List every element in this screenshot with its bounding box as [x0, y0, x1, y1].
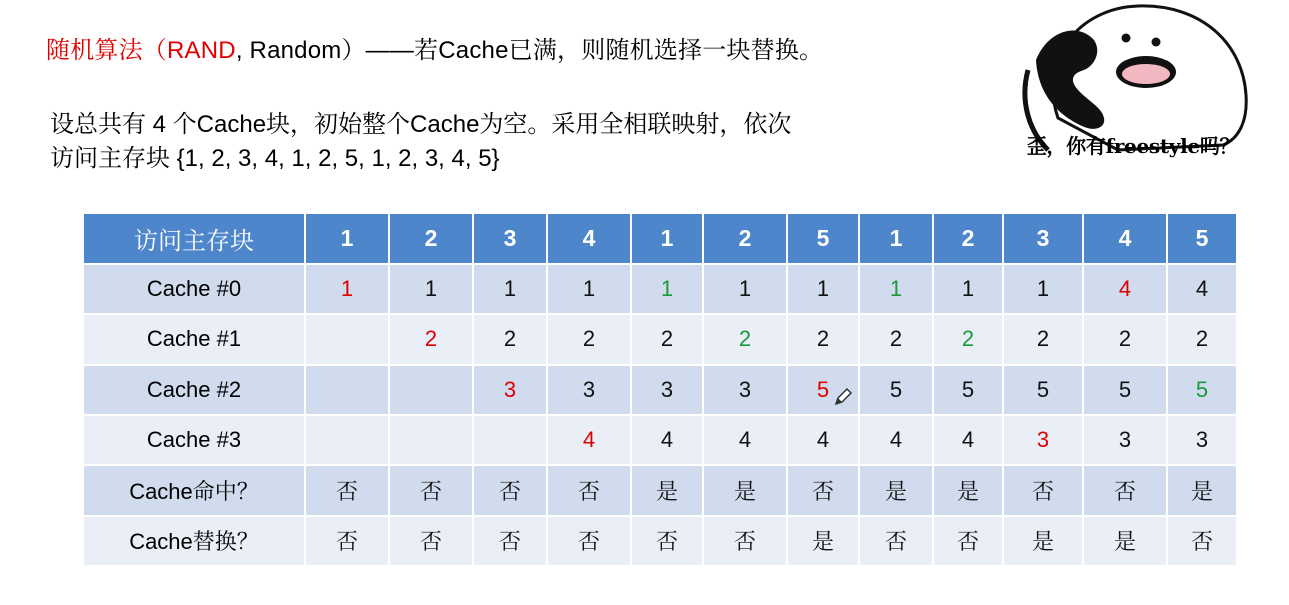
- table-cell: 3: [1167, 415, 1237, 465]
- table-cell: 5: [933, 365, 1003, 415]
- table-cell: 是: [631, 465, 703, 515]
- table-cell: 3: [703, 365, 787, 415]
- table-cell: 2: [631, 314, 703, 364]
- cache-replacement-table: [82, 212, 1238, 567]
- table-cell: 2: [703, 314, 787, 364]
- table-cell: 1: [787, 264, 859, 314]
- table-row: [83, 415, 1237, 465]
- table-cell: 2: [787, 314, 859, 364]
- table-cell: 否: [305, 516, 389, 566]
- table-cell: 4: [631, 415, 703, 465]
- table-cell: 5: [859, 365, 933, 415]
- access-block-header: 2: [389, 213, 473, 264]
- table-cell: 4: [933, 415, 1003, 465]
- table-cell: 3: [631, 365, 703, 415]
- table-cell: 否: [305, 465, 389, 515]
- table-cell: [305, 365, 389, 415]
- table-cell: 是: [859, 465, 933, 515]
- table-cell: 1: [631, 264, 703, 314]
- access-block-header: 5: [787, 213, 859, 264]
- access-block-header: 3: [1003, 213, 1083, 264]
- table-cell: [389, 415, 473, 465]
- table-cell: 否: [1083, 465, 1167, 515]
- table-cell: 4: [547, 415, 631, 465]
- table-cell: 是: [1167, 465, 1237, 515]
- row-label: Cache #3: [83, 415, 305, 465]
- table-cell: 否: [703, 516, 787, 566]
- table-row: [83, 465, 1237, 515]
- row-label: Cache #2: [83, 365, 305, 415]
- table-cell: 2: [1003, 314, 1083, 364]
- header-corner: 访问主存块: [83, 213, 305, 264]
- access-block-header: 1: [859, 213, 933, 264]
- table-cell: 2: [1083, 314, 1167, 364]
- table-cell: 2: [389, 314, 473, 364]
- table-cell: 否: [787, 465, 859, 515]
- access-block-header: 2: [703, 213, 787, 264]
- description-line-1: 设总共有 4 个Cache块，初始整个Cache为空。采用全相联映射，依次: [50, 111, 792, 138]
- table-cell: 4: [1083, 264, 1167, 314]
- table-cell: 4: [787, 415, 859, 465]
- access-block-header: 1: [305, 213, 389, 264]
- table-cell: 1: [473, 264, 547, 314]
- table-cell: 3: [473, 365, 547, 415]
- table-cell: 否: [389, 516, 473, 566]
- table-cell: 3: [547, 365, 631, 415]
- table-cell: 4: [1167, 264, 1237, 314]
- problem-description: [50, 108, 791, 176]
- table-cell: 5: [1003, 365, 1083, 415]
- table-cell: 1: [933, 264, 1003, 314]
- table-cell: 否: [547, 465, 631, 515]
- table-cell: 1: [1003, 264, 1083, 314]
- table-cell: 否: [547, 516, 631, 566]
- table-cell: 5: [1167, 365, 1237, 415]
- table-cell: 1: [389, 264, 473, 314]
- table-cell: 是: [703, 465, 787, 515]
- table-cell: 5: [787, 365, 859, 415]
- table-header-row: [83, 213, 1237, 264]
- title-rest: , Random）——若Cache已满，则随机选择一块替换。: [235, 37, 824, 64]
- table-cell: 2: [1167, 314, 1237, 364]
- table-row: [83, 264, 1237, 314]
- table-cell: 否: [1003, 465, 1083, 515]
- table-cell: 否: [389, 465, 473, 515]
- access-block-header: 4: [547, 213, 631, 264]
- table-cell: 4: [703, 415, 787, 465]
- access-block-header: 1: [631, 213, 703, 264]
- table-cell: 1: [703, 264, 787, 314]
- title-name: 随机算法（: [46, 37, 167, 64]
- table-cell: 1: [859, 264, 933, 314]
- slide-title: [46, 30, 823, 65]
- row-label: Cache命中？: [83, 465, 305, 515]
- table-cell: 否: [859, 516, 933, 566]
- table-cell: 否: [1167, 516, 1237, 566]
- table-cell: [473, 415, 547, 465]
- table-cell: 是: [933, 465, 1003, 515]
- title-abbr: RAND: [167, 37, 236, 64]
- access-block-header: 4: [1083, 213, 1167, 264]
- pencil-cursor-icon: [832, 386, 854, 408]
- table-row: [83, 516, 1237, 566]
- table-row: [83, 314, 1237, 364]
- meme-caption: 歪，你有freestyle吗？: [1026, 134, 1240, 158]
- table-cell: [389, 365, 473, 415]
- table-cell: 2: [547, 314, 631, 364]
- access-block-header: 3: [473, 213, 547, 264]
- description-line-2: 访问主存块 {1, 2, 3, 4, 1, 2, 5, 1, 2, 3, 4, 5}: [50, 145, 500, 172]
- table-cell: 是: [787, 516, 859, 566]
- table-cell: 2: [473, 314, 547, 364]
- table-cell: [305, 415, 389, 465]
- table-cell: 4: [859, 415, 933, 465]
- table-cell: 5: [1083, 365, 1167, 415]
- table-cell: 否: [631, 516, 703, 566]
- table-cell: [305, 314, 389, 364]
- table-cell: 2: [933, 314, 1003, 364]
- row-label: Cache #0: [83, 264, 305, 314]
- row-label: Cache替换？: [83, 516, 305, 566]
- table-cell: 3: [1083, 415, 1167, 465]
- table-row: [83, 365, 1237, 415]
- table-cell: 2: [859, 314, 933, 364]
- table-cell: 1: [305, 264, 389, 314]
- table-cell: 否: [933, 516, 1003, 566]
- access-block-header: 5: [1167, 213, 1237, 264]
- table-cell: 是: [1003, 516, 1083, 566]
- table-cell: 否: [473, 465, 547, 515]
- access-block-header: 2: [933, 213, 1003, 264]
- table-cell: 是: [1083, 516, 1167, 566]
- row-label: Cache #1: [83, 314, 305, 364]
- table-cell: 1: [547, 264, 631, 314]
- table-cell: 3: [1003, 415, 1083, 465]
- table-cell: 否: [473, 516, 547, 566]
